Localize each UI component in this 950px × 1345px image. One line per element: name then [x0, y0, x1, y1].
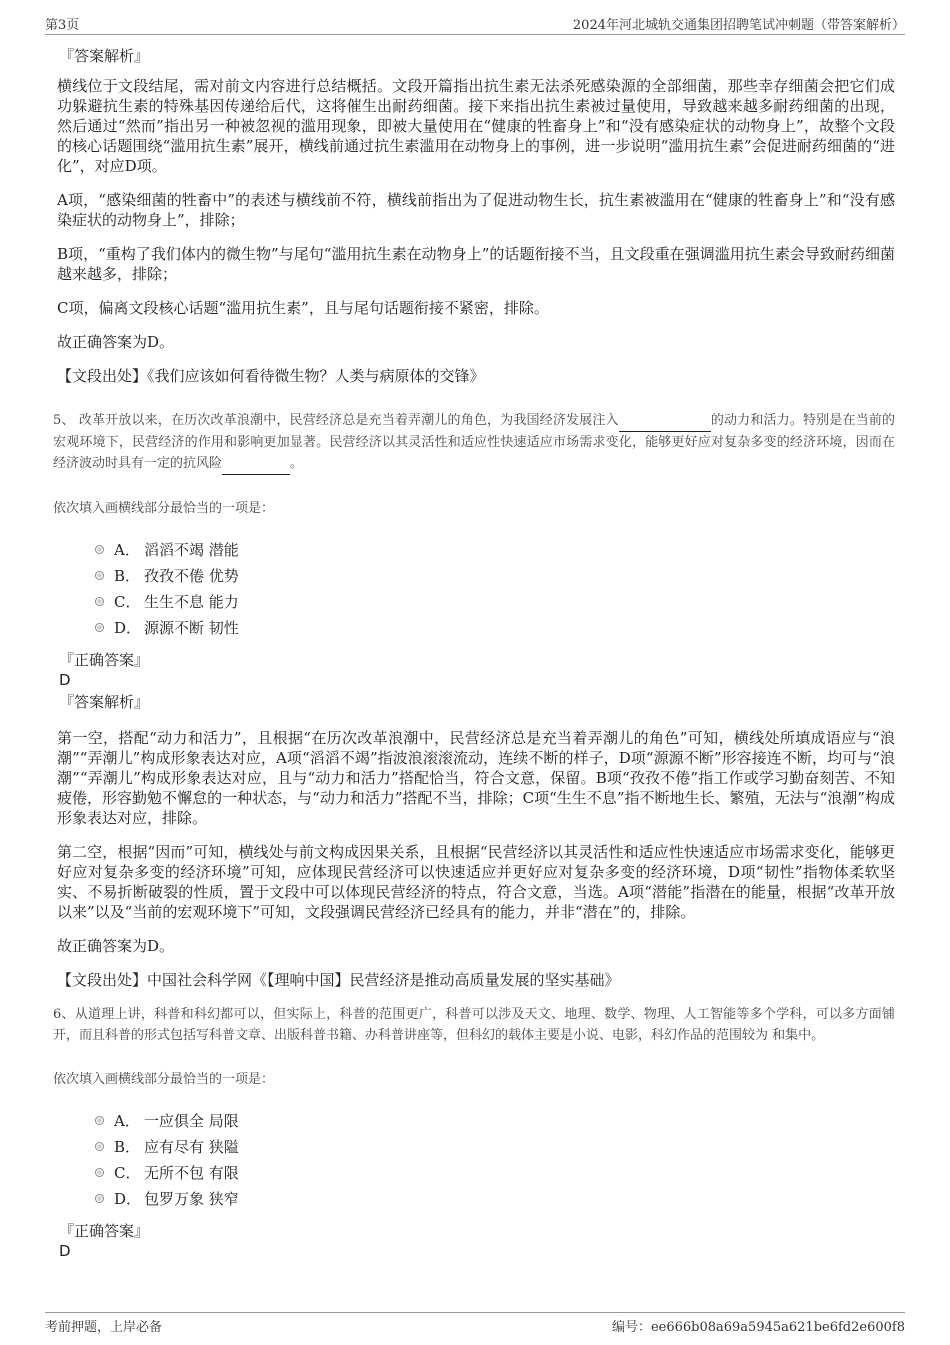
q5-option-d[interactable]: D． 源源不断 韧性 — [95, 614, 895, 640]
q4-analysis-p4: C项，偏离文段核心话题“滥用抗生素”，且与尾句话题衔接不紧密，排除。 — [57, 299, 549, 317]
q4-analysis-p3: B项，“重构了我们体内的微生物”与尾句“滥用抗生素在动物身上”的话题衔接不当，且文段重在强调滥用抗生素会导致耐药细菌越来越多，排除； — [57, 245, 895, 283]
q6-option-c[interactable]: C． 无所不包 有限 — [95, 1159, 895, 1185]
q6-option-b[interactable]: B． 应有尽有 狭隘 — [95, 1133, 895, 1159]
document-title: 2024年河北城轨交通集团招聘笔试冲刺题（带答案解析） — [572, 18, 905, 33]
radio-icon[interactable] — [95, 1194, 104, 1203]
page-footer — [45, 1312, 905, 1336]
q6-options — [95, 1107, 895, 1211]
radio-icon[interactable] — [95, 545, 104, 554]
radio-icon[interactable] — [95, 571, 104, 580]
q6-option-d[interactable]: D． 包罗万象 狭窄 — [95, 1185, 895, 1211]
document-id: 编号：ee666b08a69a5945a621be6fd2e600f8 — [611, 1320, 905, 1335]
radio-icon[interactable] — [95, 597, 104, 606]
q4-analysis-p2: A项，“感染细菌的牲畜中”的表述与横线前不符，横线前指出为了促进动物生长，抗生素被滥用在“健康的牲畜身上”和“没有感染症状的动物身上”，排除； — [57, 191, 895, 229]
q6-answer: D — [59, 1242, 71, 1260]
radio-icon[interactable] — [95, 1168, 104, 1177]
q5-options — [95, 536, 895, 640]
q5-option-b[interactable]: B． 孜孜不倦 优势 — [95, 562, 895, 588]
footer-slogan: 考前押题，上岸必备 — [45, 1320, 163, 1335]
q6-prompt: 依次填入画横线部分最恰当的一项是： — [53, 1072, 275, 1087]
q5-blank-1 — [619, 410, 711, 432]
q5-option-a[interactable]: A． 滔滔不竭 潜能 — [95, 536, 895, 562]
q5-question: 5、 改革开放以来，在历次改革浪潮中，民营经济总是充当着弄潮儿的角色，为我国经济发展注入 的动力和活力。特别是在当前的宏观环境下，民营经济的作用和影响更加显著。民营经济以其灵活性和适应性快速适应市场需求变化，能够更好应对复杂多变的经济环境，因而在经济波动时具有一定的抗风险 。 — [53, 410, 895, 475]
q5-analysis-label: 『答案解析』 — [59, 693, 150, 711]
q4-source: 【文段出处】《我们应该如何看待微生物？人类与病原体的交锋》 — [57, 367, 485, 385]
q5-analysis-p2: 第二空，根据“因而”可知，横线处与前文构成因果关系，且根据“民营经济以其灵活性和适应性快速适应市场需求变化，能够更好应对复杂多变的经济环境”可知，应体现民营经济可以快速适应并更好应对复杂多变的经济环境，D项“韧性”指物体柔软坚实、不易折断破裂的性质，置于文段中可以体现民营经济的特点，符合文意，当选。A项“潜能”指潜在的能量，根据“改革开放以来”以及“当前的宏观环境下”可知，文段强调民营经济已经具有的能力，并非“潜在”的，排除。 — [57, 843, 895, 921]
q4-analysis-p1: 横线位于文段结尾，需对前文内容进行总结概括。文段开篇指出抗生素无法杀死感染源的全部细菌，那些幸存细菌会把它们成功躲避抗生素的特殊基因传递给后代，这将催生出耐药细菌。接下来指出抗生素被过量使用，导致越来越多耐药细菌的出现，然后通过“然而”指出另一种被忽视的滥用现象，即被大量使用在“健康的牲畜身上”和“没有感染症状的动物身上”，故整个文段的核心话题围绕“滥用抗生素”展开，横线前通过抗生素滥用在动物身上的事例，进一步说明“滥用抗生素”会促进耐药细菌的“进化”，对应D项。 — [57, 77, 895, 175]
q5-source: 【文段出处】中国社会科学网《【理响中国】民营经济是推动高质量发展的坚实基础》 — [57, 971, 620, 989]
q5-blank-2 — [222, 453, 290, 475]
q5-analysis-conclusion: 故正确答案为D。 — [57, 937, 175, 955]
q5-analysis-p1: 第一空，搭配“动力和活力”，且根据“在历次改革浪潮中，民营经济总是充当着弄潮儿的角色”可知，横线处所填成语应与“浪潮”“弄潮儿”构成形象表达对应，A项“滔滔不竭”指波浪滚滚流动，连续不断的样子，D项“源源不断”形容接连不断，均可与“浪潮”“弄潮儿”构成形象表达对应，且与“动力和活力”搭配恰当，符合文意，保留。B项“孜孜不倦”指工作或学习勤奋刻苦、不知疲倦，形容勤勉不懈怠的一种状态，与“动力和活力”搭配不当，排除；C项“生生不息”指不断地生长、繁殖，无法与“浪潮”构成形象表达对应，排除。 — [57, 729, 895, 827]
page-number: 第3页 — [45, 18, 80, 33]
q5-answer: D — [59, 671, 71, 689]
q6-option-a[interactable]: A． 一应俱全 局限 — [95, 1107, 895, 1133]
page-header — [45, 14, 905, 35]
q4-analysis-conclusion: 故正确答案为D。 — [57, 333, 175, 351]
document-body — [53, 46, 895, 1261]
q5-option-c[interactable]: C． 生生不息 能力 — [95, 588, 895, 614]
radio-icon[interactable] — [95, 623, 104, 632]
q6-question: 6、从道理上讲，科普和科幻都可以，但实际上，科普的范围更广，科普可以涉及天文、地理、数学、物理、人工智能等多个学科，可以多方面铺开，而且科普的形式包括写科普文章、出版科普书籍、办科普讲座等，但科幻的载体主要是小说、电影，科幻作品的范围较为 和集中。 — [53, 1007, 895, 1043]
q5-prompt: 依次填入画横线部分最恰当的一项是： — [53, 501, 275, 516]
q6-answer-label: 『正确答案』 — [59, 1222, 150, 1240]
q4-analysis-label: 『答案解析』 — [59, 47, 150, 65]
radio-icon[interactable] — [95, 1116, 104, 1125]
q5-answer-label: 『正确答案』 — [59, 651, 150, 669]
radio-icon[interactable] — [95, 1142, 104, 1151]
